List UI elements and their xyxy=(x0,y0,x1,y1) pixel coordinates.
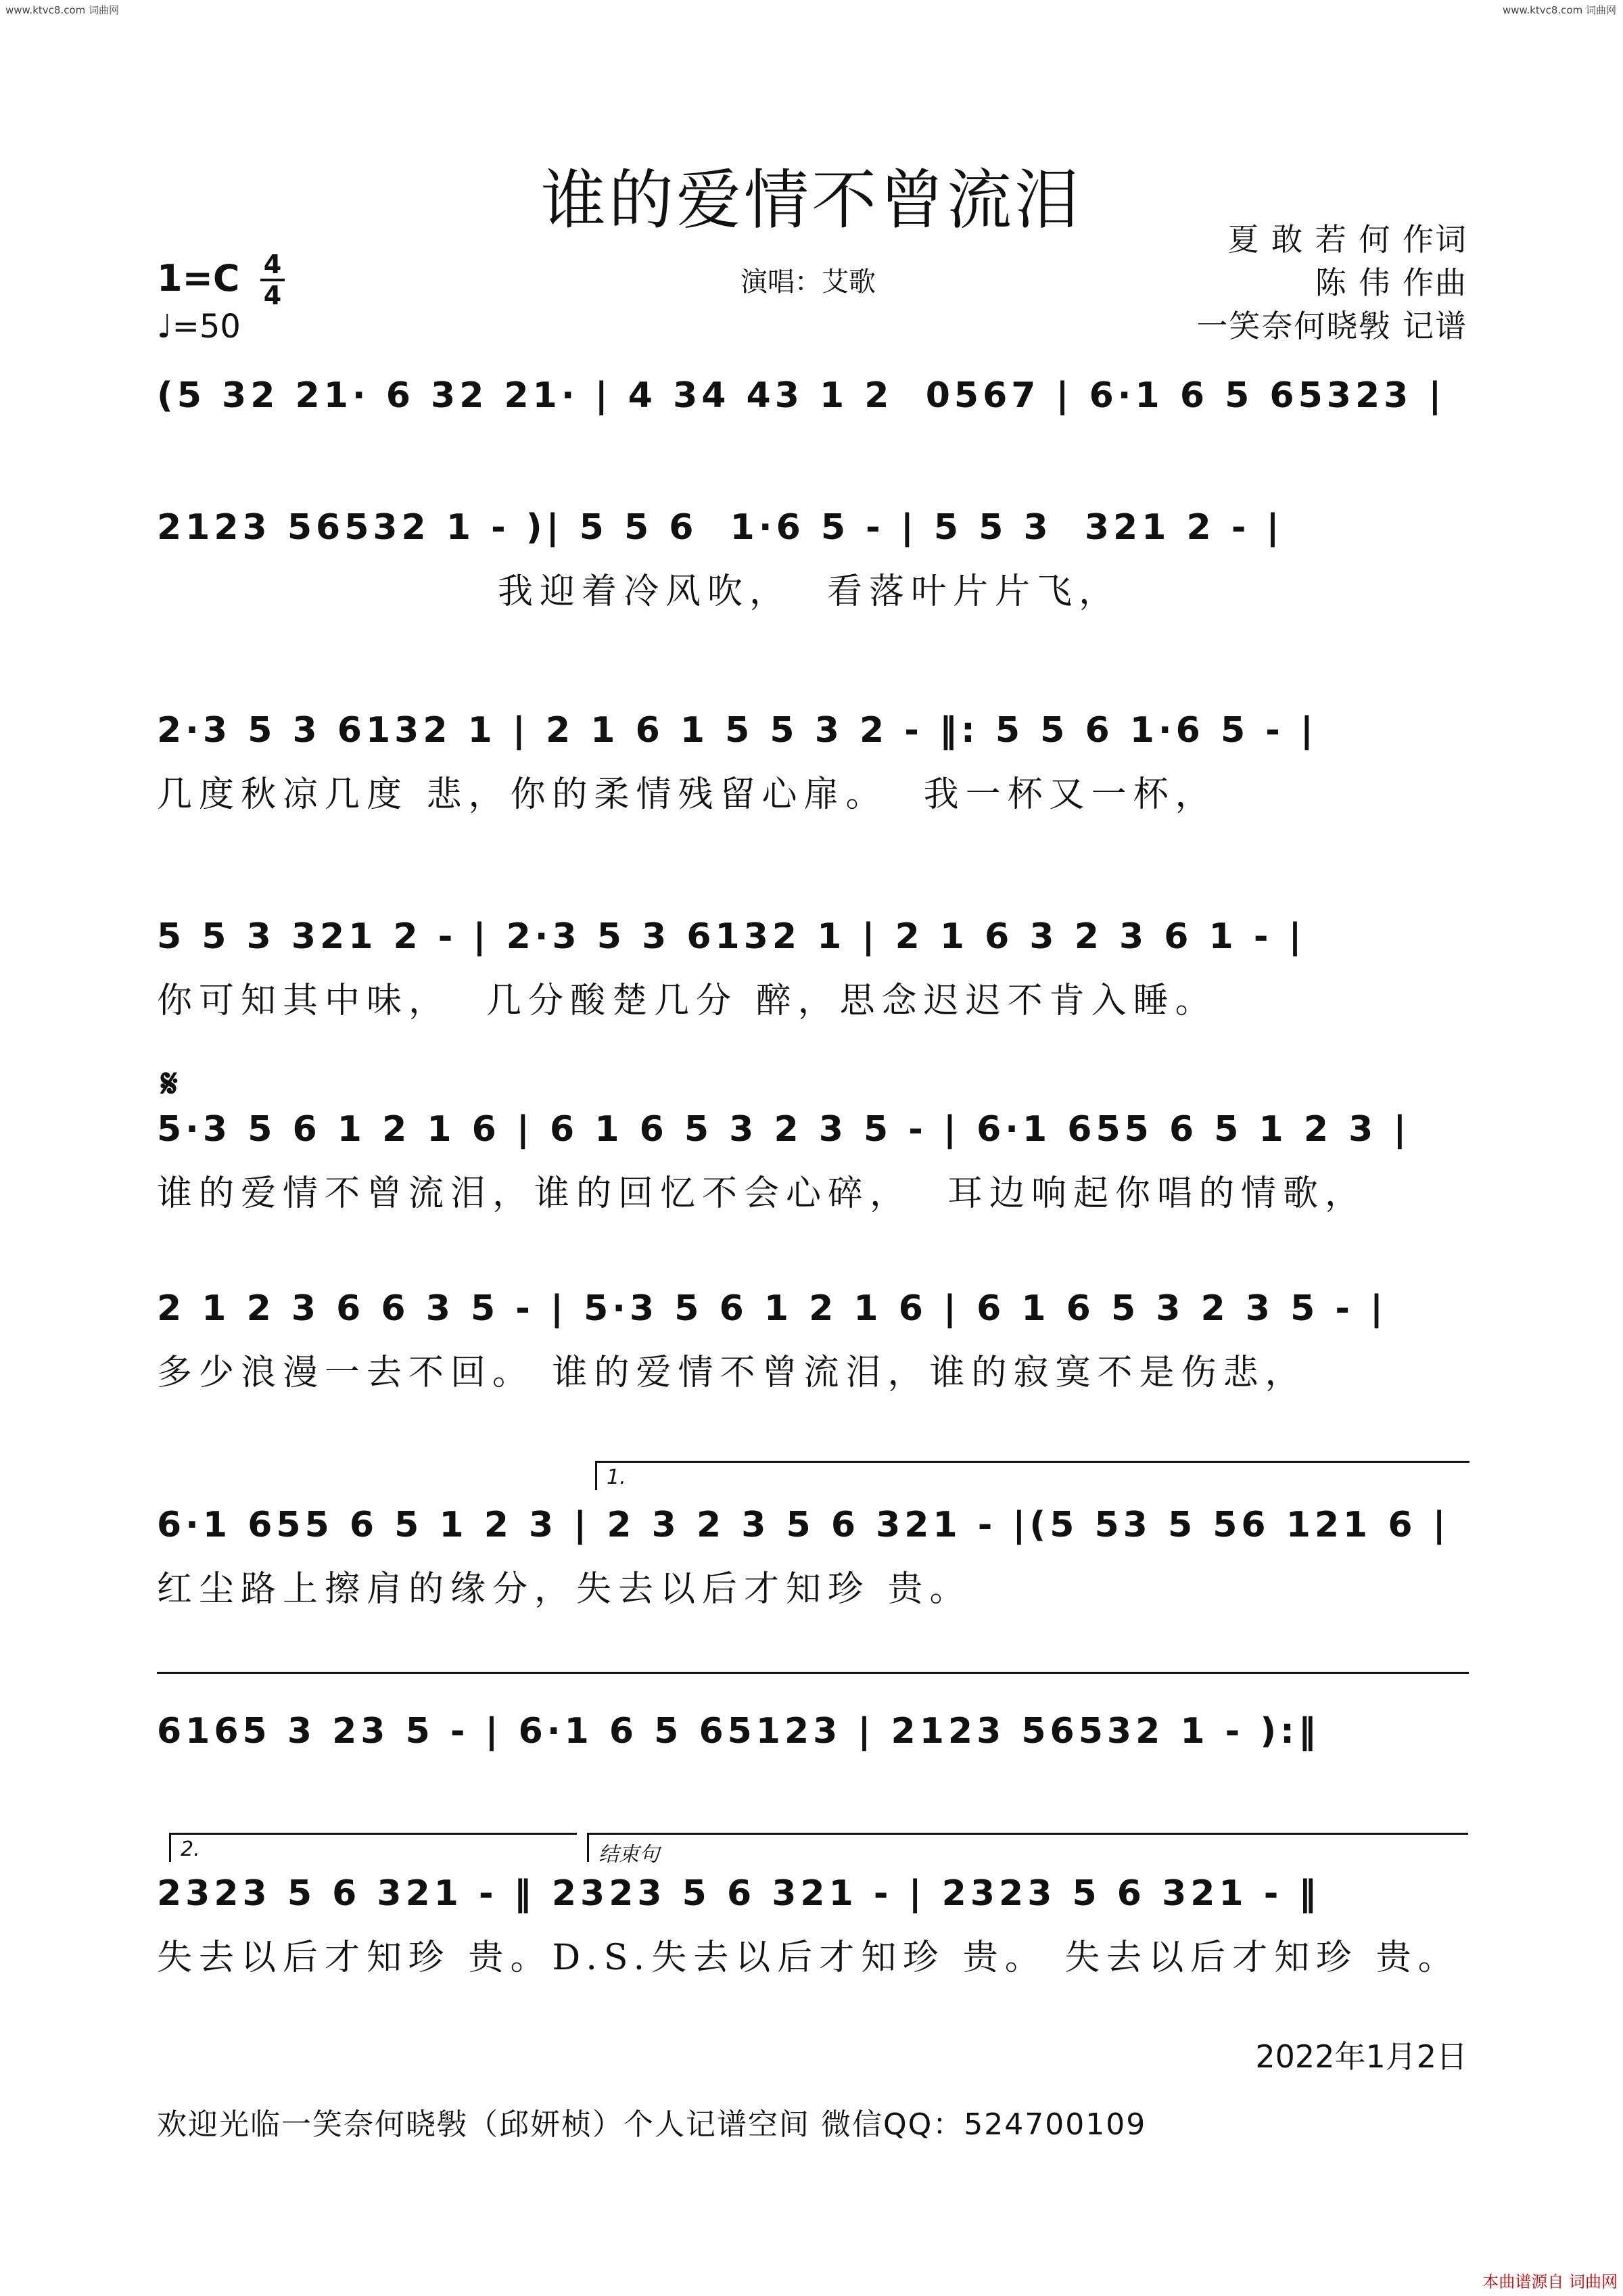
volta-1-label: 1. xyxy=(607,1466,626,1489)
ending-bracket xyxy=(587,1833,1468,1867)
lyrics-line: 谁的爱情不曾流泪，谁的回忆不会心碎， 耳边响起你唱的情歌， xyxy=(157,1173,1367,1214)
lyrics-line: 失去以后才知珍 贵。D.S.失去以后才知珍 贵。 失去以后才知珍 贵。 xyxy=(157,1938,1460,1978)
notation-line: 2123 56532 1 - )| 5 5 6 1·6 5 - | 5 5 3 321 2 - | xyxy=(157,507,1284,548)
score-system-9 xyxy=(157,1873,1469,1979)
score-system-6 xyxy=(157,1288,1469,1395)
score-system-7 xyxy=(157,1505,1469,1611)
notation-line: 2 1 2 3 6 6 3 5 - | 5·3 5 6 1 2 1 6 | 6 1 6 5 3 2 3 5 - | xyxy=(157,1288,1388,1329)
notation-line: 2·3 5 3 6132 1 | 2 1 6 1 5 5 3 2 - ‖: 5 5 6 1·6 5 - | xyxy=(157,710,1317,751)
credit-transcriber: 一笑奈何晓斅 记谱 xyxy=(1196,308,1467,344)
key-signature: 1=C xyxy=(157,257,240,300)
notation-line: 6·1 655 6 5 1 2 3 | 2 3 2 3 5 6 321 - |(5 53 5 56 121 6 | xyxy=(157,1505,1450,1545)
lyrics-line: 几度秋凉几度 悲，你的柔情残留心扉。 我一杯又一杯， xyxy=(157,774,1217,815)
ending-label: 结束句 xyxy=(598,1843,659,1867)
notation-line: (5 32 21· 6 32 21· | 4 34 43 1 2 0567 | 6·1 6 5 65323 | xyxy=(157,375,1446,416)
lyrics-line: 我迎着冷风吹， 看落叶片片飞， xyxy=(157,571,1121,612)
notation-line: 6165 3 23 5 - | 6·1 6 5 65123 | 2123 56532 1 - ):‖ xyxy=(157,1711,1320,1752)
lyrics-line: 多少浪漫一去不回。 谁的爱情不曾流泪，谁的寂寞不是伤悲， xyxy=(157,1353,1307,1393)
singer-credit: 演唱：艾歌 xyxy=(740,266,876,298)
notation-line: 2323 5 6 321 - ‖ 2323 5 6 321 - | 2323 5 6 321 - ‖ xyxy=(157,1873,1321,1914)
volta-2-label: 2. xyxy=(181,1837,200,1861)
time-sig-top: 4 xyxy=(263,250,282,279)
notation-line: 5 5 3 321 2 - | 2·3 5 3 6132 1 | 2 1 6 3 2 3 6 1 - | xyxy=(157,916,1306,957)
credit-composer: 陈 伟 作曲 xyxy=(1315,264,1467,301)
tempo-marking: ♩=50 xyxy=(157,308,241,346)
score-system-3 xyxy=(157,710,1469,816)
lyrics-line: 你可知其中味， 几分酸楚几分 醉，思念迟迟不肯入睡。 xyxy=(157,981,1217,1021)
footer-note: 欢迎光临一笑奈何晓斅（邱妍桢）个人记谱空间 微信QQ：524700109 xyxy=(157,2107,1147,2142)
song-title: 谁的爱情不曾流泪 xyxy=(541,162,1082,238)
segno-sign: 𝄋 xyxy=(161,1060,178,1106)
notation-line: 5·3 5 6 1 2 1 6 | 6 1 6 5 3 2 3 5 - | 6·1 655 6 5 1 2 3 | xyxy=(157,1109,1411,1150)
watermark-left: www.ktvc8.com 词曲网 xyxy=(5,4,120,16)
score-system-1 xyxy=(157,375,1469,431)
lyrics-line: 红尘路上擦肩的缘分，失去以后才知珍 贵。 xyxy=(157,1569,972,1610)
score-system-2 xyxy=(157,507,1469,613)
score-system-5 xyxy=(157,1109,1469,1215)
volta-1-bracket xyxy=(595,1461,1469,1490)
watermark-right: www.ktvc8.com 词曲网 xyxy=(1502,4,1616,16)
time-signature xyxy=(260,252,285,308)
volta-2-bracket xyxy=(169,1833,577,1862)
volta-continuation-line xyxy=(157,1672,1469,1674)
score-system-4 xyxy=(157,916,1469,1023)
credit-lyricist: 夏 敢 若 何 作词 xyxy=(1227,221,1467,258)
site-badge: 本曲谱源自 词曲网 xyxy=(1482,2272,1618,2291)
time-sig-bottom: 4 xyxy=(263,281,282,310)
transcription-date: 2022年1月2日 xyxy=(1255,2038,1467,2075)
score-system-8 xyxy=(157,1711,1469,1766)
